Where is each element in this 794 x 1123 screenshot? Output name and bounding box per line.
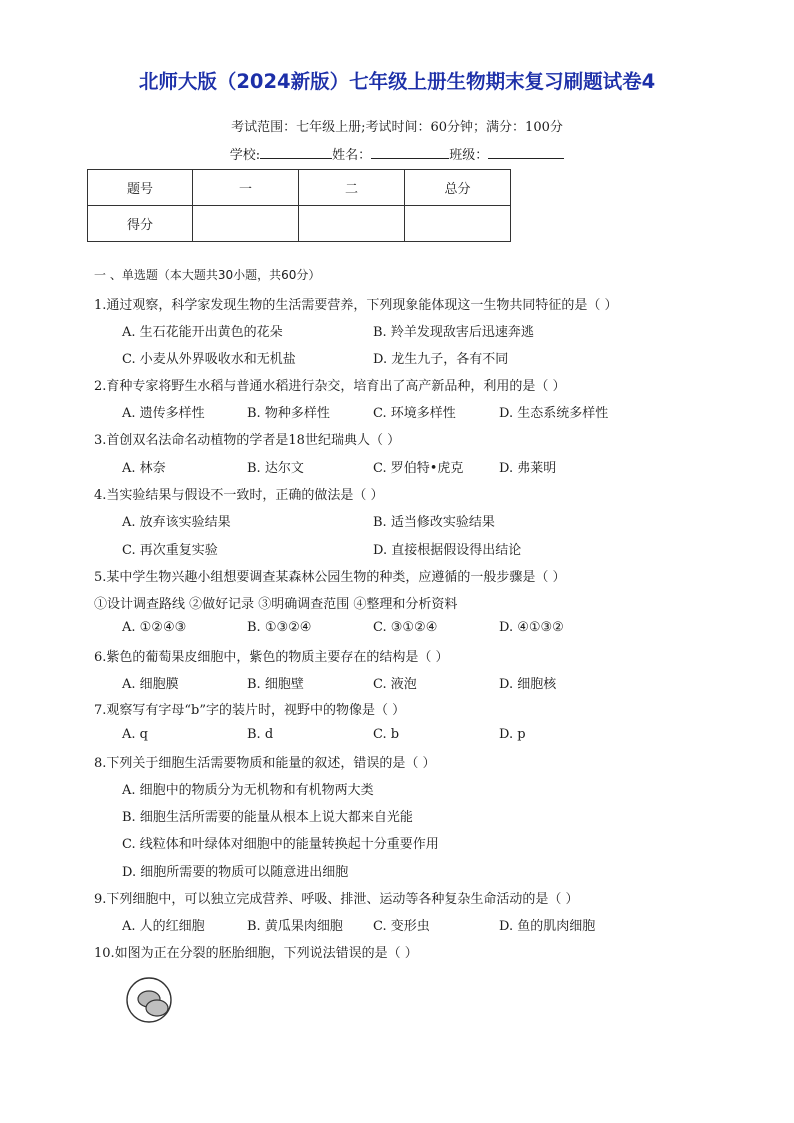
school-label: 学校: [229,148,261,163]
cell-right [146,1000,168,1016]
option[interactable]: C. b [373,727,400,742]
option[interactable]: A. 林奈 [122,461,166,476]
score-table-row [88,206,511,242]
question-stem: 9.下列细胞中，可以独立完成营养、呼吸、排泄、运动等各种复杂生命活动的是（ ） [94,892,579,907]
option[interactable]: A. 遗传多样性 [122,406,205,421]
header-cell: 二 [299,170,405,206]
exam-info: 考试范围：七年级上册;考试时间：60分钟；满分：100分 [231,120,563,135]
school-blank[interactable] [260,145,332,159]
option[interactable]: A. 放弃该实验结果 [122,515,231,530]
option[interactable]: D. 直接根据假设得出结论 [373,543,522,558]
section-heading: 一 、单选题（本大题共30小题，共60分） [94,268,321,282]
class-label: 班级： [449,148,489,163]
option[interactable]: B. d [247,727,274,742]
option[interactable]: C. 变形虫 [373,919,430,934]
option[interactable]: D. 鱼的肌肉细胞 [499,919,596,934]
option[interactable]: B. 细胞生活所需要的能量从根本上说大都来自光能 [122,810,413,825]
option[interactable]: A. 细胞中的物质分为无机物和有机物两大类 [122,783,374,798]
question-stem: 7.观察写有字母“b”字的装片时，视野中的物像是（ ） [94,703,406,718]
option[interactable]: B. ①③②④ [247,620,312,635]
option[interactable]: A. 生石花能开出黄色的花朵 [122,325,283,340]
header-cell: 总分 [405,170,511,206]
option[interactable]: C. 罗伯特•虎克 [373,461,464,476]
question-stem: 6.紫色的葡萄果皮细胞中，紫色的物质主要存在的结构是（ ） [94,650,449,665]
question-stem: 10.如图为正在分裂的胚胎细胞，下列说法错误的是（ ） [94,946,418,961]
question-stem: 1.通过观察，科学家发现生物的生活需要营养，下列现象能体现这一生物共同特征的是（ ） [94,298,618,313]
option[interactable]: D. 弗莱明 [499,461,557,476]
dividing-embryo-cell-figure [125,974,175,1026]
option[interactable]: D. 龙生九子，各有不同 [373,352,509,367]
score-cell[interactable] [299,206,405,242]
option[interactable]: B. 达尔文 [247,461,304,476]
option[interactable]: D. 细胞所需要的物质可以随意进出细胞 [122,865,349,880]
question-stem: 4.当实验结果与假设不一致时，正确的做法是（ ） [94,488,384,503]
score-cell[interactable] [193,206,299,242]
score-table [87,169,511,242]
option[interactable]: C. 线粒体和叶绿体对细胞中的能量转换起十分重要作用 [122,837,439,852]
option[interactable]: D. 细胞核 [499,677,557,692]
name-blank[interactable] [371,145,449,159]
class-blank[interactable] [488,145,564,159]
score-table-header [88,170,511,206]
option[interactable]: D. p [499,727,526,742]
option[interactable]: B. 羚羊发现敌害后迅速奔逃 [373,325,534,340]
option[interactable]: A. 细胞膜 [122,677,179,692]
option[interactable]: A. ①②④③ [122,620,187,635]
header-cell: 题号 [88,170,193,206]
question-stem: 3.首创双名法命名动植物的学者是18世纪瑞典人（ ） [94,433,401,448]
question-stem: 2.育种专家将野生水稻与普通水稻进行杂交，培育出了高产新品种，利用的是（ ） [94,379,566,394]
option[interactable]: D. 生态系统多样性 [499,406,609,421]
option[interactable]: B. 黄瓜果肉细胞 [247,919,343,934]
option[interactable]: A. 人的红细胞 [122,919,205,934]
option[interactable]: B. 适当修改实验结果 [373,515,495,530]
score-cell[interactable] [405,206,511,242]
option[interactable]: C. 液泡 [373,677,417,692]
row-label-cell: 得分 [88,206,193,242]
option[interactable]: C. ③①②④ [373,620,438,635]
option[interactable]: C. 再次重复实验 [122,543,218,558]
student-info-line [0,144,794,163]
option[interactable]: C. 环境多样性 [373,406,456,421]
option[interactable]: B. 物种多样性 [247,406,330,421]
option[interactable]: D. ④①③② [499,620,564,635]
header-cell: 一 [193,170,299,206]
question-stem: 8.下列关于细胞生活需要物质和能量的叙述，错误的是（ ） [94,756,436,771]
option[interactable]: C. 小麦从外界吸收水和无机盐 [122,352,296,367]
exam-title: 北师大版（2024新版）七年级上册生物期末复习刷题试卷4 [138,70,656,93]
option[interactable]: A. q [122,727,148,742]
question-stem: 5.某中学生物兴趣小组想要调查某森林公园生物的种类，应遵循的一般步骤是（ ） [94,570,566,585]
question-extra: ①设计调查路线 ②做好记录 ③明确调查范围 ④整理和分析资料 [94,597,458,612]
name-label: 姓名： [332,148,372,163]
option[interactable]: B. 细胞壁 [247,677,304,692]
